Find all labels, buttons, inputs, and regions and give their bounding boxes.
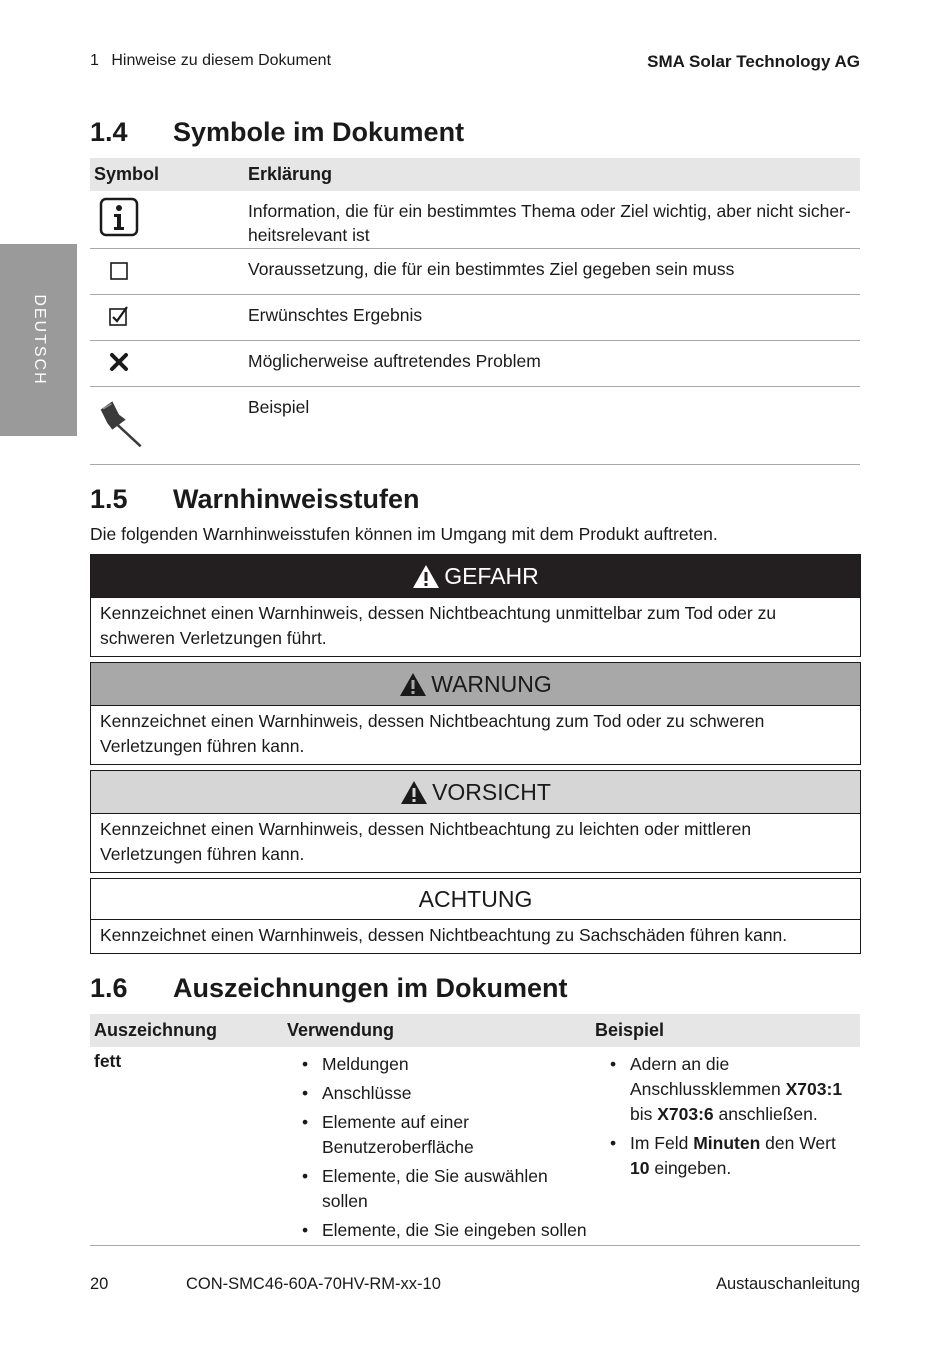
language-tab [0,244,77,436]
chapter-number: 1 [90,52,99,69]
example-text: bis [630,1104,658,1124]
section-title: Warnhinweisstufen [173,484,420,514]
warning-level-header [91,879,860,920]
running-header-chapter [90,52,331,70]
symbol-explanation: Möglicherweise auftretendes Problem [248,351,541,371]
example-bold-text: Minuten [693,1133,761,1153]
warning-level-danger [90,554,861,657]
warning-triangle-icon [400,780,428,805]
column-header-usage: Verwendung [287,1020,395,1040]
language-tab-label: DEUTSCH [30,294,48,386]
section-number: 1.5 [90,484,128,514]
section-title: Symbole im Dokument [173,117,465,147]
warning-level-description: Kennzeichnet einen Warnhinweis, dessen Nichtbeachtung zum Tod oder zu schweren Verletzungen führen kann. [100,711,765,756]
info-icon [99,197,139,237]
section-1-5-heading [90,484,420,515]
column-header-explanation: Erklärung [248,164,333,184]
symbol-row-problem [90,341,860,387]
example-text: anschließen. [713,1104,818,1124]
symbol-row-information [90,191,860,249]
warning-level-label: WARNUNG [431,670,552,697]
symbol-explanation: Information, die für ein bestimmtes Thema oder Ziel wichtig, aber nicht sicher-heitsrelevant ist [248,201,851,245]
page-number: 20 [90,1275,109,1293]
pushpin-icon [94,393,144,453]
chapter-title: Hinweise zu diesem Dokument [111,52,332,69]
markup-table-header [90,1014,860,1047]
symbol-row-example [90,387,860,465]
example-bold-text: X703:6 [657,1104,714,1124]
markup-term: fett [94,1051,122,1071]
checkbox-checked-icon [108,305,130,327]
usage-list [298,1052,598,1247]
warning-level-header [91,555,860,598]
usage-item: • Elemente, die Sie eingeben sollen [298,1218,598,1243]
symbol-row-result [90,295,860,341]
document-code: CON-SMC46-60A-70HV-RM-xx-10 [186,1275,441,1293]
warning-triangle-icon [399,672,427,697]
example-bold-text: 10 [630,1158,650,1178]
symbol-row-prerequisite [90,249,860,295]
symbol-table-header [90,158,860,191]
company-name: SMA Solar Technology AG [647,52,860,71]
example-item [606,1131,856,1181]
warning-level-label: GEFAHR [444,562,539,589]
usage-item: • Elemente auf einer Benutzeroberfläche [298,1110,598,1160]
example-text: eingeben. [649,1158,732,1178]
section-1-6-heading [90,973,568,1004]
column-header-example: Beispiel [595,1020,665,1040]
symbol-explanation: Voraussetzung, die für ein bestimmtes Ziel gegeben sein muss [248,259,735,279]
warning-level-warning [90,662,861,765]
example-text: Adern an die Anschlussklemmen [630,1054,786,1099]
checkbox-empty-icon [109,261,129,281]
example-bold-text: X703:1 [785,1079,843,1099]
example-text: Im Feld [630,1133,694,1153]
warning-level-label: ACHTUNG [418,885,533,912]
warning-level-header [91,771,860,814]
section-title: Auszeichnungen im Dokument [173,973,568,1003]
markup-row-bold [90,1047,860,1246]
example-item [606,1052,856,1127]
warning-level-notice [90,878,861,954]
example-text: den Wert [760,1133,836,1153]
warning-level-caution [90,770,861,873]
column-header-symbol: Symbol [94,164,160,184]
usage-item: • Elemente, die Sie auswählen sollen [298,1164,598,1214]
document-type: Austauschanleitung [715,1275,860,1293]
warning-level-description: Kennzeichnet einen Warnhinweis, dessen Nichtbeachtung unmittelbar zum Tod oder zu schweren Verletzungen führt. [100,603,777,648]
usage-item: • Anschlüsse [298,1081,598,1106]
symbol-explanation: Beispiel [248,397,310,417]
column-header-markup: Auszeichnung [94,1020,218,1040]
section-number: 1.4 [90,117,128,147]
warning-level-description: Kennzeichnet einen Warnhinweis, dessen Nichtbeachtung zu Sachschäden führen kann. [100,925,788,945]
warning-level-label: VORSICHT [432,778,551,805]
symbol-explanation: Erwünschtes Ergebnis [248,305,423,325]
warning-level-header [91,663,860,706]
example-list [606,1052,856,1185]
warning-level-description: Kennzeichnet einen Warnhinweis, dessen Nichtbeachtung zu leichten oder mittleren Verletzungen führen kann. [100,819,752,864]
warning-triangle-icon [412,564,440,589]
usage-item: • Meldungen [298,1052,598,1077]
section-1-4-heading [90,117,464,148]
section-intro-text: Die folgenden Warnhinweisstufen können im Umgang mit dem Produkt auftreten. [90,524,718,544]
section-number: 1.6 [90,973,128,1003]
cross-icon [109,352,129,372]
